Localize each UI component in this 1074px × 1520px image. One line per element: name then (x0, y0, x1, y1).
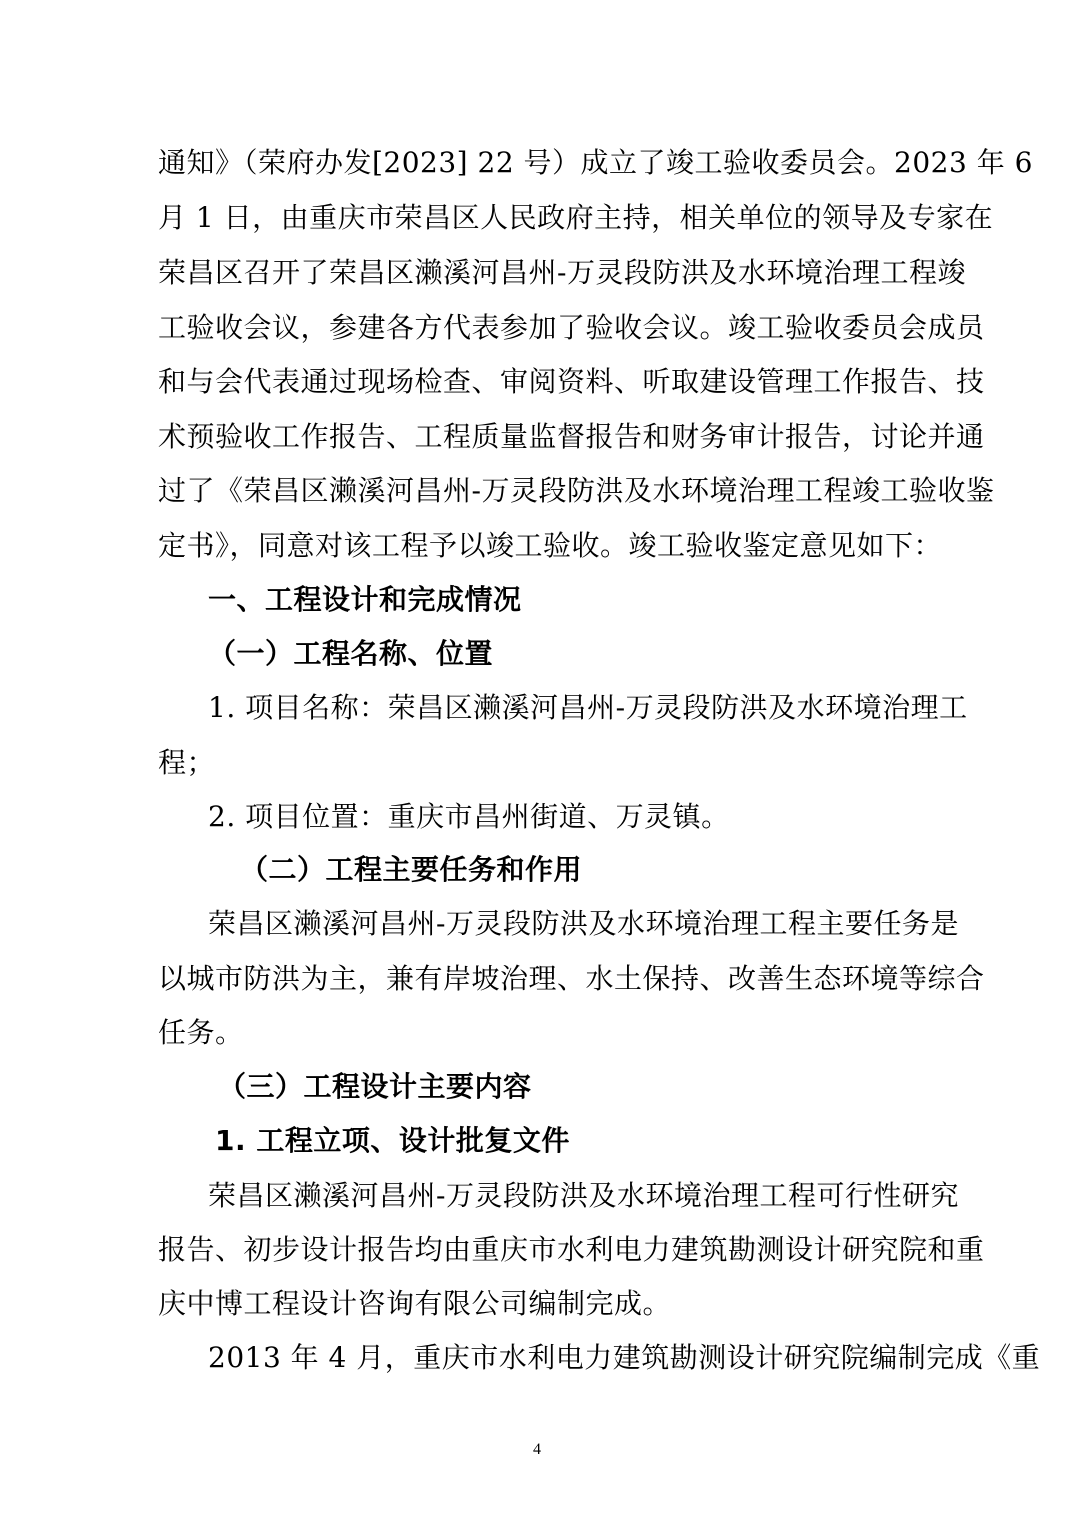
body-text-line: 通知》（荣府办发[2023] 22 号）成立了竣工验收委员会。2023 年 6 (158, 146, 1033, 179)
body-text-line: 工验收会议，参建各方代表参加了验收会议。竣工验收委员会成员 (158, 311, 985, 344)
body-text-line: 任务。 (158, 1016, 244, 1049)
body-text-line: 以城市防洪为主，兼有岸坡治理、水土保持、改善生态环境等综合 (158, 962, 985, 995)
body-text-line: 报告、初步设计报告均由重庆市水利电力建筑勘测设计研究院和重 (158, 1233, 985, 1266)
body-text-line: 程； (158, 746, 216, 779)
body-text-line: 过了《荣昌区濑溪河昌州-万灵段防洪及水环境治理工程竣工验收鉴 (158, 474, 995, 507)
body-text-line: 定书》，同意对该工程予以竣工验收。竣工验收鉴定意见如下： (158, 529, 943, 562)
page-number: 4 (533, 1441, 541, 1458)
subsection-heading: （一）工程名称、位置 (208, 637, 494, 670)
item-heading: 1. 工程立项、设计批复文件 (215, 1124, 570, 1157)
body-text-line: 庆中博工程设计咨询有限公司编制完成。 (158, 1287, 672, 1320)
body-text-line: 术预验收工作报告、工程质量监督报告和财务审计报告，讨论并通 (158, 420, 985, 453)
body-text-line: 1. 项目名称：荣昌区濑溪河昌州-万灵段防洪及水环境治理工 (208, 691, 968, 724)
subsection-heading: （二）工程主要任务和作用 (240, 853, 583, 886)
body-text-line: 2013 年 4 月，重庆市水利电力建筑勘测设计研究院编制完成《重 (208, 1341, 1041, 1374)
body-text-line: 荣昌区召开了荣昌区濑溪河昌州-万灵段防洪及水环境治理工程竣 (158, 256, 966, 289)
body-text-line: 月 1 日，由重庆市荣昌区人民政府主持，相关单位的领导及专家在 (158, 201, 994, 234)
subsection-heading: （三）工程设计主要内容 (218, 1070, 532, 1103)
body-text-line: 荣昌区濑溪河昌州-万灵段防洪及水环境治理工程可行性研究 (208, 1179, 959, 1212)
section-heading: 一、工程设计和完成情况 (208, 583, 522, 616)
body-text-line: 和与会代表通过现场检查、审阅资料、听取建设管理工作报告、技 (158, 365, 985, 398)
body-text-line: 荣昌区濑溪河昌州-万灵段防洪及水环境治理工程主要任务是 (208, 907, 959, 940)
body-text-line: 2. 项目位置：重庆市昌州街道、万灵镇。 (208, 800, 730, 833)
